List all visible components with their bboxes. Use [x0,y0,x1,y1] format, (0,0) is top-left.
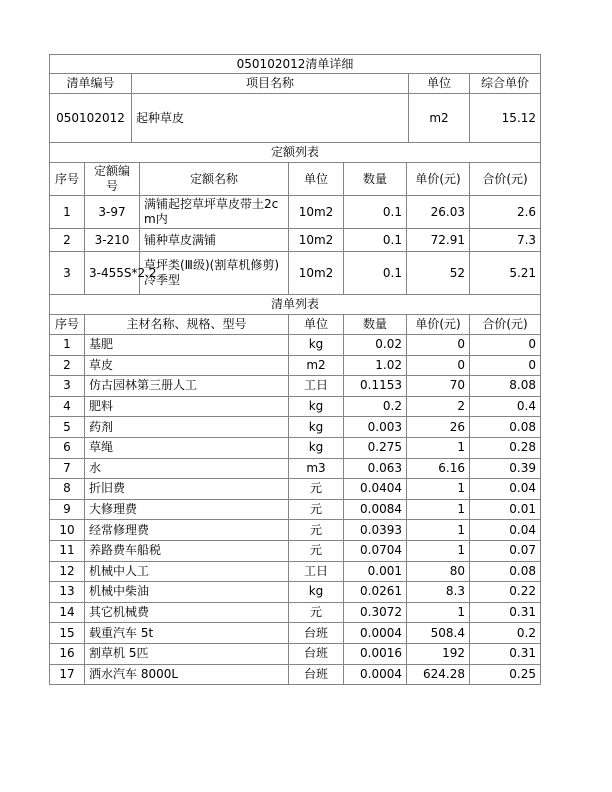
qty-cell: 0.0016 [344,643,407,664]
material-row [50,417,541,438]
qty-cell: 0.0704 [344,540,407,561]
material-name-cell: 大修理费 [85,499,289,520]
quota-code-cell: 3-455S*2.2 [85,252,140,295]
unit-price-cell: 70 [407,376,470,397]
material-name-cell: 仿古园林第三册人工 [85,376,289,397]
qty-cell: 0.0393 [344,520,407,541]
materials-section-title: 清单列表 [50,295,541,315]
quota-name-cell: 满铺起挖草坪草皮带土2cm内 [140,196,289,229]
material-name-cell: 其它机械费 [85,602,289,623]
materials-header-price: 单价(元) [407,315,470,335]
quota-row [50,196,541,229]
unit-price-cell: 8.3 [407,582,470,603]
seq-cell: 3 [50,376,85,397]
seq-cell: 6 [50,437,85,458]
total-price-cell: 0 [470,355,541,376]
seq-cell: 2 [50,229,85,252]
unit-price-cell: 26 [407,417,470,438]
total-price-cell: 2.6 [470,196,541,229]
unit-cell: 元 [289,602,344,623]
quota-name-cell: 铺种草皮满铺 [140,229,289,252]
material-row [50,499,541,520]
unit-cell: 元 [289,479,344,500]
composite-price-cell: 15.12 [470,94,541,143]
unit-cell: kg [289,582,344,603]
quota-header-unit: 单位 [289,163,344,196]
seq-cell: 10 [50,520,85,541]
total-price-cell: 0.2 [470,623,541,644]
material-name-cell: 药剂 [85,417,289,438]
total-price-cell: 0.25 [470,664,541,685]
unit-price-cell: 6.16 [407,458,470,479]
material-row [50,376,541,397]
unit-cell: 元 [289,520,344,541]
material-row [50,664,541,685]
materials-header-qty: 数量 [344,315,407,335]
material-row [50,643,541,664]
material-name-cell: 机械中人工 [85,561,289,582]
unit-price-cell: 0 [407,355,470,376]
unit-cell: kg [289,335,344,356]
unit-price-cell: 1 [407,540,470,561]
material-name-cell: 基肥 [85,335,289,356]
total-price-cell: 0.08 [470,417,541,438]
seq-cell: 7 [50,458,85,479]
unit-price-cell: 192 [407,643,470,664]
summary-header-code: 清单编号 [50,74,132,94]
seq-cell: 2 [50,355,85,376]
unit-price-cell: 80 [407,561,470,582]
unit-price-cell: 26.03 [407,196,470,229]
quota-code-cell: 3-97 [85,196,140,229]
unit-cell: kg [289,437,344,458]
quota-header-qty: 数量 [344,163,407,196]
qty-cell: 1.02 [344,355,407,376]
unit-price-cell: 1 [407,479,470,500]
qty-cell: 0.2 [344,396,407,417]
total-price-cell: 0.08 [470,561,541,582]
total-price-cell: 0.04 [470,520,541,541]
seq-cell: 5 [50,417,85,438]
unit-cell: 10m2 [289,252,344,295]
qty-cell: 0.0084 [344,499,407,520]
material-name-cell: 肥料 [85,396,289,417]
unit-price-cell: 1 [407,499,470,520]
quota-header-name: 定额名称 [140,163,289,196]
unit-cell: 元 [289,499,344,520]
unit-cell: 台班 [289,623,344,644]
quota-table [49,142,541,295]
qty-cell: 0.1153 [344,376,407,397]
unit-cell: 工日 [289,561,344,582]
unit-cell: m3 [289,458,344,479]
seq-cell: 4 [50,396,85,417]
seq-cell: 15 [50,623,85,644]
material-name-cell: 机械中柴油 [85,582,289,603]
seq-cell: 12 [50,561,85,582]
material-row [50,520,541,541]
quota-row [50,252,541,295]
seq-cell: 9 [50,499,85,520]
material-name-cell: 草绳 [85,437,289,458]
unit-price-cell: 1 [407,602,470,623]
quota-row [50,229,541,252]
unit-cell: 10m2 [289,229,344,252]
quota-header-code: 定额编号 [85,163,140,196]
summary-table [49,54,541,143]
material-row [50,582,541,603]
qty-cell: 0.0004 [344,623,407,644]
unit-cell: m2 [289,355,344,376]
qty-cell: 0.1 [344,229,407,252]
item-name-cell: 起种草皮 [132,94,409,143]
summary-header-price: 综合单价 [470,74,541,94]
material-row [50,335,541,356]
qty-cell: 0.063 [344,458,407,479]
detail-table-stack [49,54,541,685]
material-row [50,479,541,500]
material-row [50,396,541,417]
total-price-cell: 0.04 [470,479,541,500]
unit-cell: kg [289,396,344,417]
seq-cell: 16 [50,643,85,664]
total-price-cell: 0.31 [470,602,541,623]
unit-cell: 元 [289,540,344,561]
materials-header-total: 合价(元) [470,315,541,335]
materials-table [49,294,541,685]
quota-header-total: 合价(元) [470,163,541,196]
seq-cell: 1 [50,335,85,356]
unit-price-cell: 508.4 [407,623,470,644]
qty-cell: 0.003 [344,417,407,438]
material-name-cell: 水 [85,458,289,479]
material-name-cell: 经常修理费 [85,520,289,541]
unit-cell: 工日 [289,376,344,397]
total-price-cell: 7.3 [470,229,541,252]
total-price-cell: 8.08 [470,376,541,397]
unit-price-cell: 2 [407,396,470,417]
seq-cell: 1 [50,196,85,229]
unit-cell: 10m2 [289,196,344,229]
qty-cell: 0.0261 [344,582,407,603]
unit-cell: kg [289,417,344,438]
unit-cell: 台班 [289,664,344,685]
qty-cell: 0.0004 [344,664,407,685]
material-row [50,623,541,644]
qty-cell: 0.3072 [344,602,407,623]
material-row [50,437,541,458]
seq-cell: 3 [50,252,85,295]
material-row [50,355,541,376]
unit-price-cell: 72.91 [407,229,470,252]
materials-header-name: 主材名称、规格、型号 [85,315,289,335]
unit-cell: m2 [409,94,470,143]
materials-header-unit: 单位 [289,315,344,335]
total-price-cell: 0 [470,335,541,356]
unit-price-cell: 1 [407,437,470,458]
quota-header-seq: 序号 [50,163,85,196]
material-name-cell: 洒水汽车 8000L [85,664,289,685]
total-price-cell: 0.4 [470,396,541,417]
unit-cell: 台班 [289,643,344,664]
total-price-cell: 0.31 [470,643,541,664]
unit-price-cell: 52 [407,252,470,295]
total-price-cell: 5.21 [470,252,541,295]
qty-cell: 0.275 [344,437,407,458]
quota-header-price: 单价(元) [407,163,470,196]
total-price-cell: 0.22 [470,582,541,603]
seq-cell: 8 [50,479,85,500]
seq-cell: 17 [50,664,85,685]
qty-cell: 0.1 [344,252,407,295]
material-name-cell: 草皮 [85,355,289,376]
qty-cell: 0.0404 [344,479,407,500]
summary-row [50,94,541,143]
total-price-cell: 0.07 [470,540,541,561]
seq-cell: 14 [50,602,85,623]
qty-cell: 0.001 [344,561,407,582]
total-price-cell: 0.01 [470,499,541,520]
seq-cell: 13 [50,582,85,603]
qty-cell: 0.1 [344,196,407,229]
unit-price-cell: 0 [407,335,470,356]
seq-cell: 11 [50,540,85,561]
list-code-cell: 050102012 [50,94,132,143]
material-row [50,458,541,479]
quota-section-title: 定额列表 [50,143,541,163]
material-row [50,561,541,582]
material-name-cell: 载重汽车 5t [85,623,289,644]
total-price-cell: 0.39 [470,458,541,479]
qty-cell: 0.02 [344,335,407,356]
unit-price-cell: 1 [407,520,470,541]
materials-header-seq: 序号 [50,315,85,335]
unit-price-cell: 624.28 [407,664,470,685]
material-name-cell: 割草机 5匹 [85,643,289,664]
material-name-cell: 折旧费 [85,479,289,500]
total-price-cell: 0.28 [470,437,541,458]
quota-code-cell: 3-210 [85,229,140,252]
summary-header-unit: 单位 [409,74,470,94]
quota-name-cell: 草坪类(Ⅲ级)(割草机修剪)冷季型 [140,252,289,295]
material-row [50,540,541,561]
material-row [50,602,541,623]
material-name-cell: 养路费车船税 [85,540,289,561]
summary-header-name: 项目名称 [132,74,409,94]
document-title: 050102012清单详细 [50,55,541,74]
